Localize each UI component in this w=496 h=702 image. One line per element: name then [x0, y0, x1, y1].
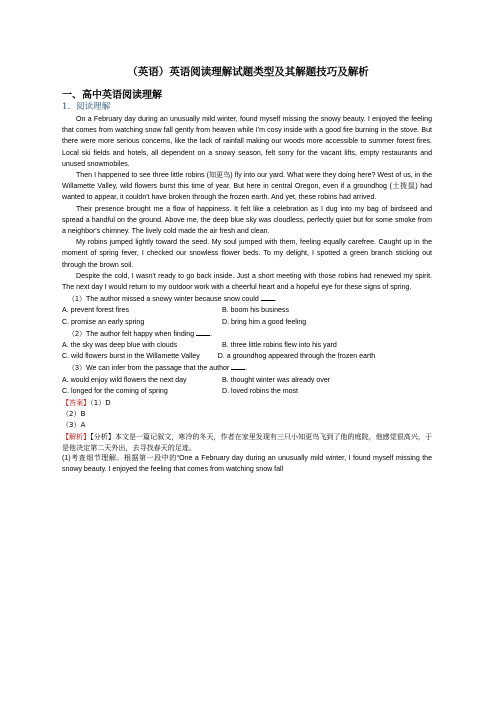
option-row — [62, 375, 432, 386]
question-stem: （3）We can infer from the passage that the author . — [62, 362, 432, 374]
item-number: 1. — [62, 102, 71, 112]
analysis-detail: (1)考查细节理解。根据第一段中的“One a February day during an unusually mild winter, I found myself missing the snowy beauty. I enjoyed the feeling that comes from watching snow fall — [62, 455, 432, 474]
answer-tag: 【答案】 — [62, 398, 91, 408]
analysis-paragraph: 【解析】【分析】本文是一篇记叙文，寒冷的冬天，作者在家里发现有三只小知更鸟飞到了他的庭院，他感觉很高兴，于是他决定第二天外出，去寻找春天的足迹。 — [62, 431, 432, 452]
passage-paragraph: Despite the cold, I wasn't ready to go back inside. Just a short meeting with those robins had renewed my spirit. The next day I would return to my outdoor work with a cheerful heart and a hopeful eye for these signs of spring. — [62, 272, 432, 292]
answer-line: 【答案】（1）D — [62, 398, 111, 408]
option: A. would enjoy wild flowers the next day — [62, 376, 187, 384]
document-title: （英语）英语阅读理解试题类型及其解题技巧及解析 — [127, 66, 369, 78]
answer-blank — [231, 362, 245, 370]
option-row — [62, 351, 432, 362]
passage-paragraph: Their presence brought me a flow of happiness. It felt like a celebration as I dug into my bag of birdseed and spread a handful on the ground. Above me, the deep blue sky was cloudless, perfectly quiet but for some smoke from a neighbor's chimney. The lively cold made the air fresh and clean. — [62, 205, 432, 236]
option: A. prevent forest fires — [62, 307, 129, 315]
analysis-tag: 【解析】 — [62, 431, 91, 441]
option-row — [62, 305, 432, 316]
item-label: 阅读理解 — [75, 102, 111, 112]
option-row — [62, 340, 432, 351]
answer-blank — [261, 293, 275, 301]
answer-blank — [196, 328, 210, 336]
option: B. three little robins flew into his yard — [222, 342, 337, 350]
option: C. promise an early spring — [62, 318, 145, 326]
option: B. thought winter was already over — [222, 376, 331, 384]
option: D. loved robins the most — [222, 387, 298, 395]
item-heading — [62, 100, 110, 112]
option-row — [62, 386, 432, 397]
option: A. the sky was deep blue with clouds — [62, 342, 178, 350]
option-row — [62, 317, 432, 328]
question-stem: （2）The author felt happy when finding . — [62, 328, 432, 340]
question-stem: （1）The author missed a snowy winter because snow could . — [62, 293, 432, 305]
passage-paragraph: Then I happened to see three little robins (知更鸟) fly into our yard. What were they doing here? West of us, in the Willamette Valley, wild flowers burst this time of year. But here in central Oregon, even if a groundhog (土拨鼠) had wanted to appear, it couldn't have broken through the frozen earth. And yet, these robins had arrived. — [62, 172, 432, 202]
option: C. longed for the coming of spring — [62, 387, 168, 395]
option: C. wild flowers burst in the Willamette Valley — [62, 353, 200, 361]
option: B. boom his business — [222, 307, 289, 315]
passage-paragraph: On a February day during an unusually mild winter, found myself missing the snowy beauty. I enjoyed the feeling that comes from watching snow fall gently from heaven while I'm cosy inside with a good fire burning in the stove. But there were more serious concerns, like the lack of rainfall making our woods more accessible to summer forest fires. Local ski fields and hotels, all dependent on a snowy season, felt sorry for the vacant lifts, empty restaurants and unused snowmobiles. — [62, 116, 432, 168]
option: D. a groundhog appeared through the frozen earth — [217, 353, 376, 361]
section-heading: 一、高中英语阅读理解 — [62, 90, 162, 101]
passage-paragraph: My robins jumped lightly toward the seed. My soul jumped with them, feeling equally carefree. Caught up in the moment of spring fever, I checked our snowless flower beds. To my delight, I spotted a green branch sticking out through the brown soil. — [62, 239, 432, 269]
answer-line: （3）A — [62, 420, 86, 430]
document-body — [62, 114, 432, 476]
option: D. bring him a good feeling — [222, 318, 307, 326]
answer-line: （2）B — [62, 409, 86, 419]
